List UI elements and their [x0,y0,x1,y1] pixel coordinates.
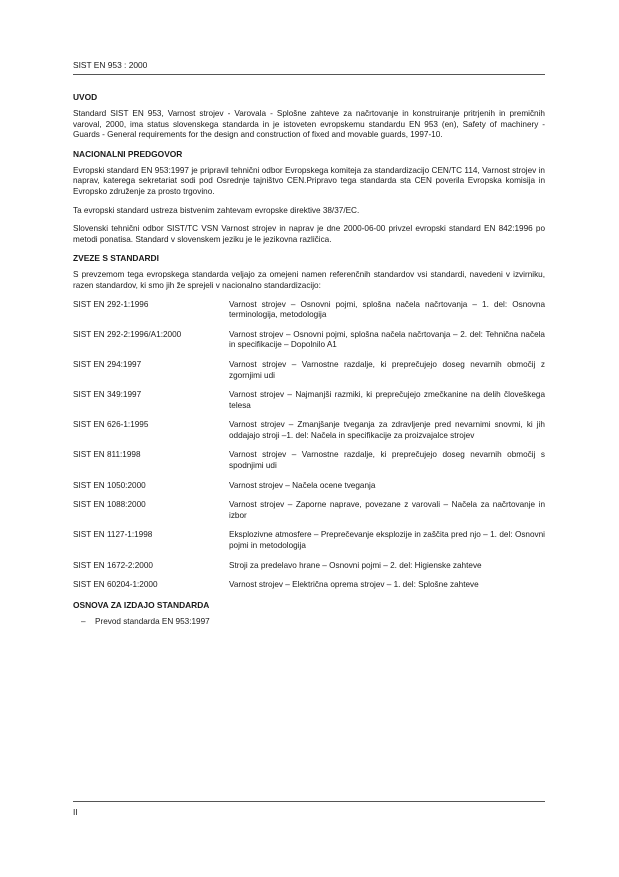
reference-description: Varnost strojev – Varnostne razdalje, ki preprečujejo doseg nevarnih območij z zgornjimi udi [229,359,545,380]
list-item [81,617,545,628]
uvod-paragraph: Standard SIST EN 953, Varnost strojev - Varovala - Splošne zahteve za načrtovanje in konstruiranje pritrjenih in premičnih varoval, 2000, ima status slovenskega standarda in je istoveten evropskemu standardu EN 953 (en), Safety of machinery - Guards - General requirements for the design and construction of fixed and movable guards, 1997-10. [73,109,545,140]
reference-code: SIST EN 626-1:1995 [73,420,149,430]
section-title-zveze: ZVEZE S STANDARDI [73,253,159,264]
reference-list [73,300,545,591]
reference-code: SIST EN 811:1998 [73,450,141,460]
reference-row [73,580,545,591]
reference-row [73,360,545,381]
reference-code: SIST EN 1088:2000 [73,500,146,510]
section-nacionalni-predgovor [73,149,545,246]
reference-description: Varnost strojev – Zaporne naprave, povezane z varovali – Načela za načrtovanje in izbor [229,500,545,520]
page-number: II [73,807,78,817]
reference-code: SIST EN 1127-1:1998 [73,530,153,540]
predgovor-paragraph-2: Ta evropski standard ustreza bistvenim zahtevam evropske direktive 38/37/EC. [73,205,360,215]
predgovor-paragraph-3: Slovenski tehnični odbor SIST/TC VSN Varnost strojev in naprav je dne 2000-06-00 privzel evropski standard EN 842:1996 po metodi ponatisa. Standard v slovenskem jeziku je le jezikovna različica. [73,224,545,244]
footer-divider [73,801,545,802]
reference-row [73,530,545,551]
reference-row [73,330,545,351]
basis-item-text: Prevod standarda EN 953:1997 [95,616,210,626]
predgovor-paragraph-1: Evropski standard EN 953:1997 je pripravil tehnični odbor Evropskega komiteja za standardizacijo CEN/TC 114, Varnost strojev in naprav, katerega sekretariat sodi pod Osrednje tajništvo CEN.Pripravo tega standarda sta CEN poverila Evropska komisija in Evropsko združenje za prosto trgovino. [73,165,545,196]
reference-code: SIST EN 292-1:1996 [73,299,149,309]
reference-code: SIST EN 1672-2:2000 [73,560,153,570]
reference-description: Stroji za predelavo hrane – Osnovni pojmi – 2. del: Higienske zahteve [229,560,482,570]
reference-code: SIST EN 1050:2000 [73,480,146,490]
section-uvod [73,92,545,141]
reference-code: SIST EN 294:1997 [73,359,142,369]
reference-row [73,450,545,471]
reference-description: Varnost strojev – Najmanjši razmiki, ki preprečujejo zmečkanine na delih človeškega telesa [229,390,545,410]
reference-description: Varnost strojev – Varnostne razdalje, ki preprečujejo doseg nevarnih območij s spodnjimi udi [229,450,545,471]
section-zveze-s-standardi [73,253,545,590]
reference-description: Varnost strojev – Električna oprema strojev – 1. del: Splošne zahteve [229,580,479,590]
reference-row [73,300,545,321]
reference-description: Eksplozivne atmosfere – Preprečevanje eksplozije in zaščita pred njo – 1. del: Osnovni pojmi in metodologija [229,530,545,551]
section-title-predgovor: NACIONALNI PREDGOVOR [73,148,183,159]
dash-bullet: – [81,616,86,626]
document-body [73,92,545,631]
reference-description: Varnost strojev – Načela ocene tveganja [229,480,376,490]
reference-row [73,561,545,572]
reference-description: Varnost strojev – Osnovni pojmi, splošna načela načrtovanja – 1. del: Osnovna terminologija, metodologija [229,299,545,320]
section-osnova [73,600,545,628]
reference-code: SIST EN 60204-1:2000 [73,580,158,590]
reference-description: Varnost strojev – Zmanjšanje tveganja za zdravljenje pred nevarnimi snovmi, ki jih oddajajo stroji –1. del: Načela in specifikacije za proizvajalce strojev [229,420,545,440]
document-header: SIST EN 953 : 2000 [73,60,148,70]
header-divider [73,74,545,75]
section-title-uvod: UVOD [73,92,98,102]
reference-code: SIST EN 349:1997 [73,390,142,400]
reference-code: SIST EN 292-2:1996/A1:2000 [73,329,182,339]
reference-row [73,500,545,521]
zveze-intro: S prevzemom tega evropskega standarda veljajo za omejeni namen referenčnih standardov vsi standardi, navedeni v izvirniku, razen standardov, ki smo jih že sprejeli v nacionalno standardizacijo: [73,270,545,290]
reference-row [73,420,545,441]
section-title-osnova: OSNOVA ZA IZDAJO STANDARDA [73,599,210,610]
reference-description: Varnost strojev – Osnovni pojmi, splošna načela načrtovanja – 2. del: Tehnična načela in specifikacije – Dopolnilo A1 [229,329,545,350]
reference-row [73,481,545,492]
reference-row [73,390,545,411]
